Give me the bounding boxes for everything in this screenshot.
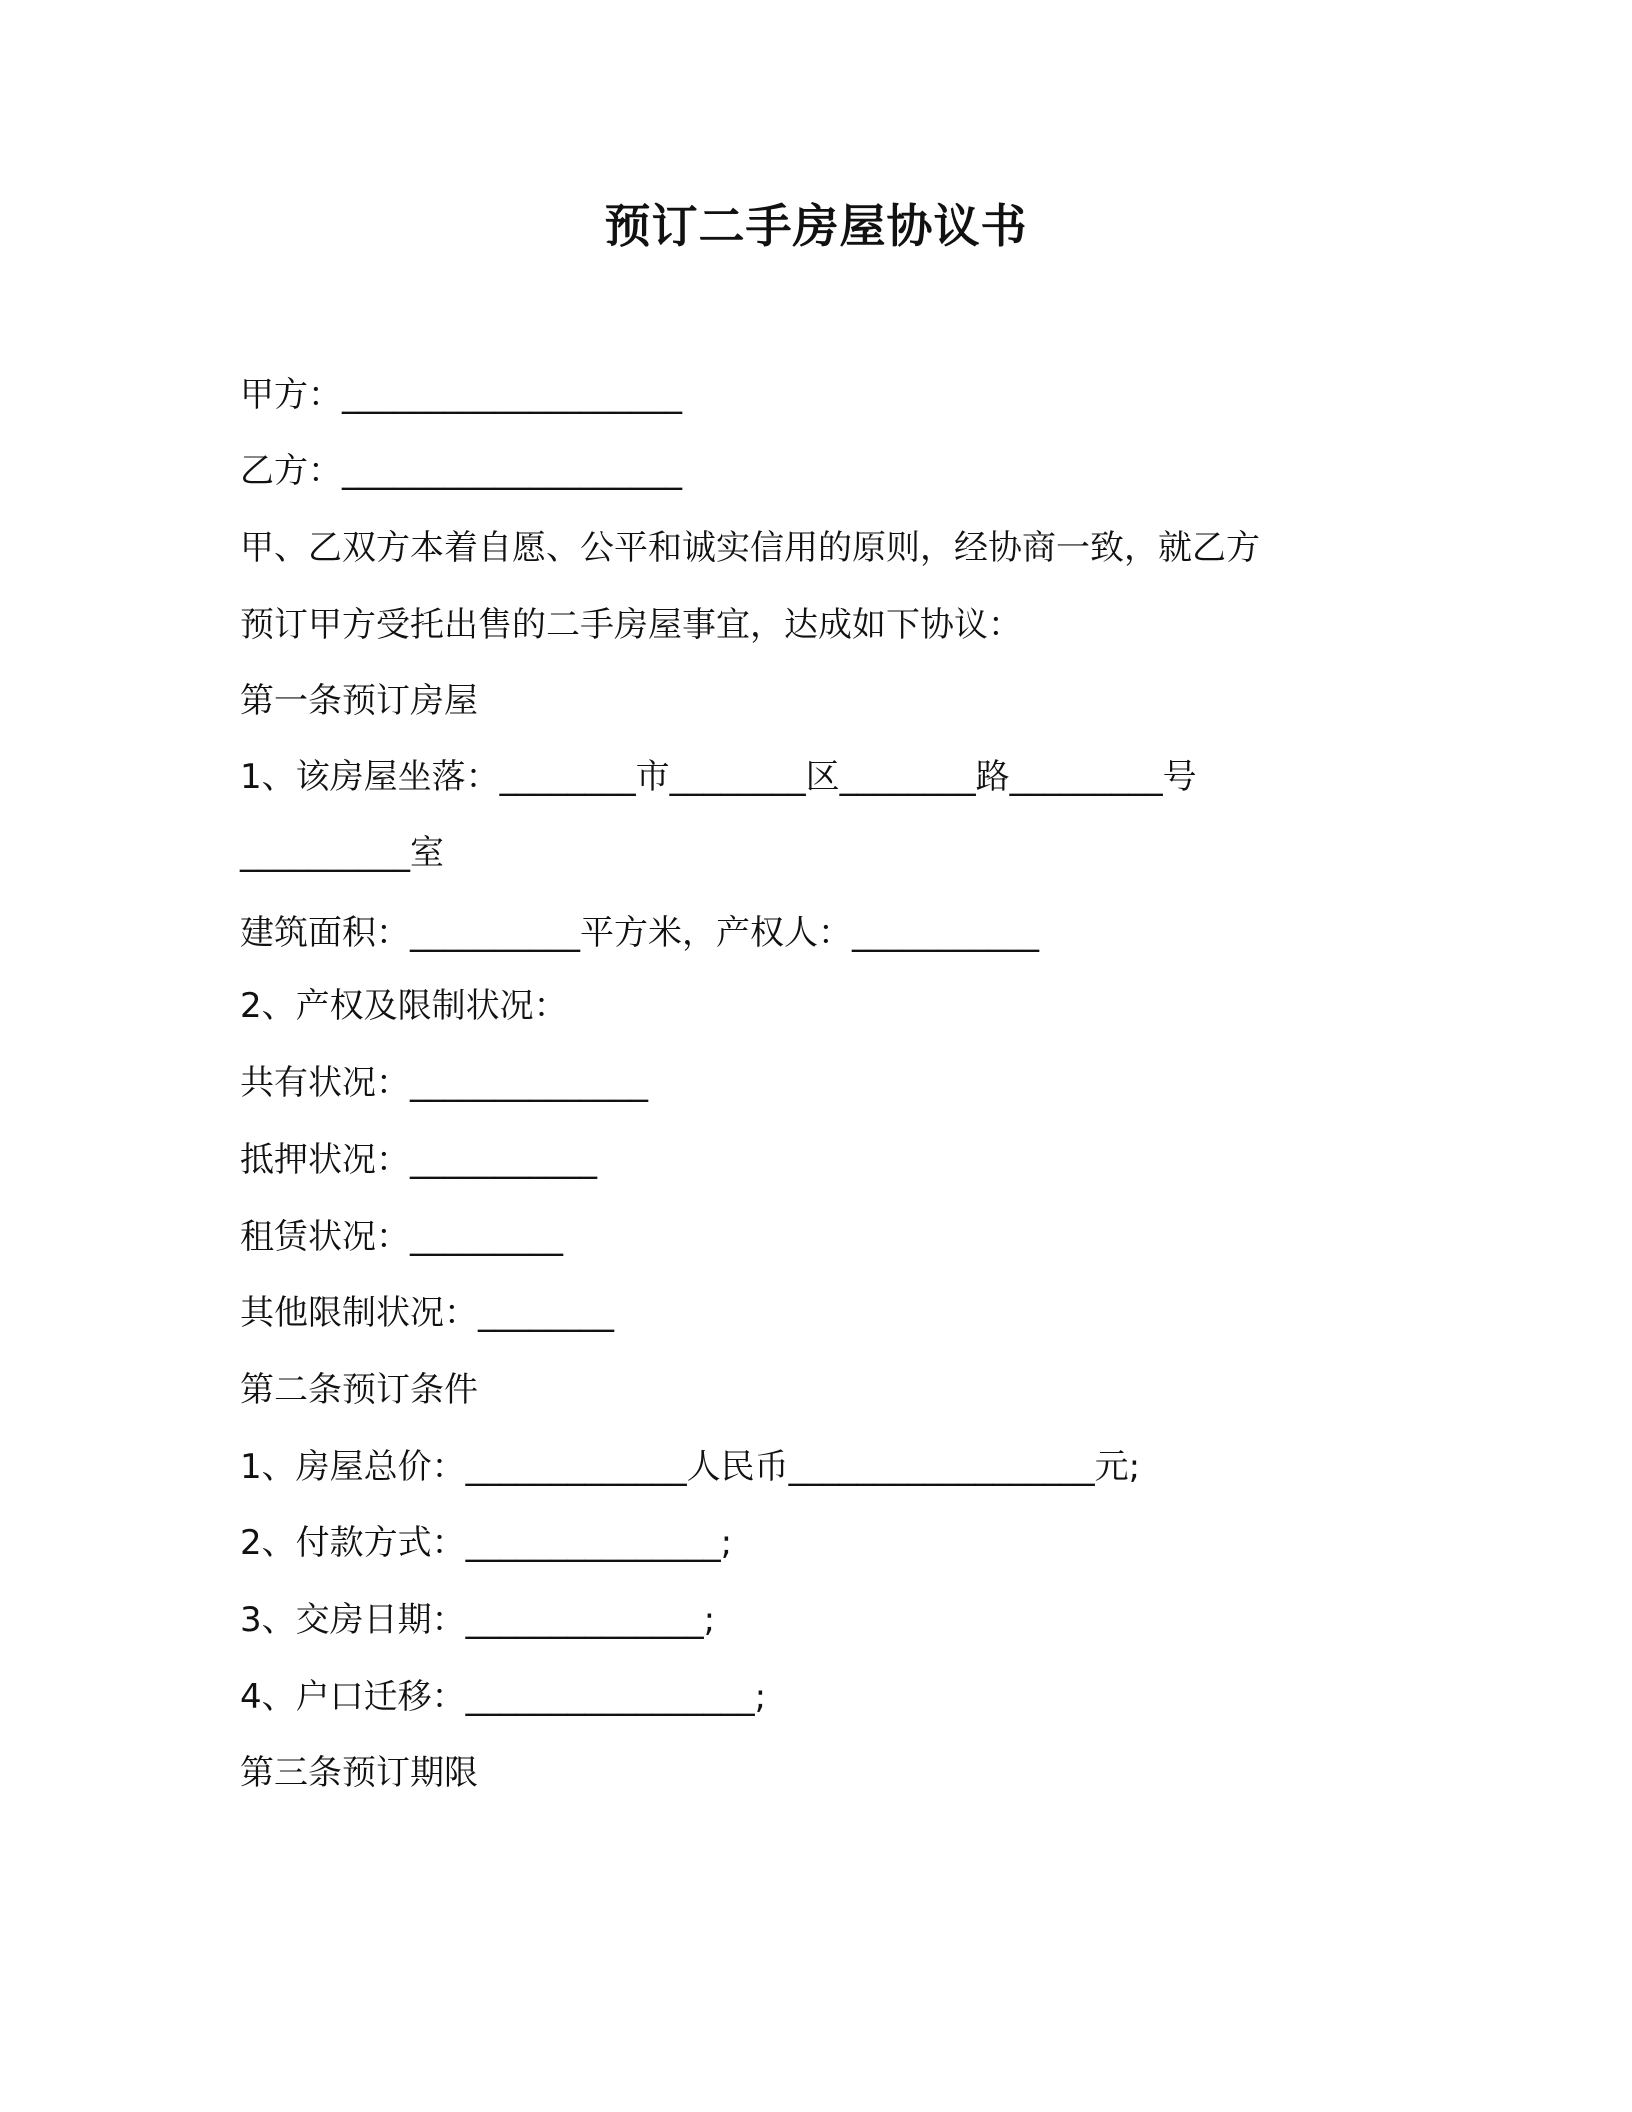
household-transfer-line: 4、户口迁移：_________________; <box>240 1677 767 1717</box>
article-3-heading: 第三条预订期限 <box>240 1753 478 1793</box>
property-rights-heading: 2、产权及限制状况： <box>240 986 568 1026</box>
handover-date-line: 3、交房日期：______________; <box>240 1600 716 1640</box>
preamble-line-1: 甲、乙双方本着自愿、公平和诚实信用的原则，经协商一致，就乙方 <box>240 528 1260 568</box>
article-1-heading: 第一条预订房屋 <box>240 681 478 721</box>
property-room-line: __________室 <box>240 833 444 873</box>
total-price-line: 1、房屋总价：_____________人民币__________________元; <box>240 1447 1141 1487</box>
party-b-line: 乙方：____________________ <box>240 451 682 491</box>
floor-area-line: 建筑面积：__________平方米，产权人：___________ <box>240 913 1039 953</box>
co-ownership-line: 共有状况：______________ <box>240 1063 648 1103</box>
mortgage-line: 抵押状况：___________ <box>240 1140 597 1180</box>
party-a-line: 甲方：____________________ <box>240 375 682 415</box>
article-2-heading: 第二条预订条件 <box>240 1370 478 1410</box>
other-restrictions-line: 其他限制状况：________ <box>240 1293 614 1333</box>
property-location-line: 1、该房屋坐落：________市________区________路_________号 <box>240 757 1197 797</box>
preamble-line-2: 预订甲方受托出售的二手房屋事宜，达成如下协议： <box>240 605 1022 645</box>
lease-line: 租赁状况：_________ <box>240 1217 563 1257</box>
payment-method-line: 2、付款方式：_______________; <box>240 1523 733 1563</box>
document-title: 预订二手房屋协议书 <box>604 199 1028 253</box>
